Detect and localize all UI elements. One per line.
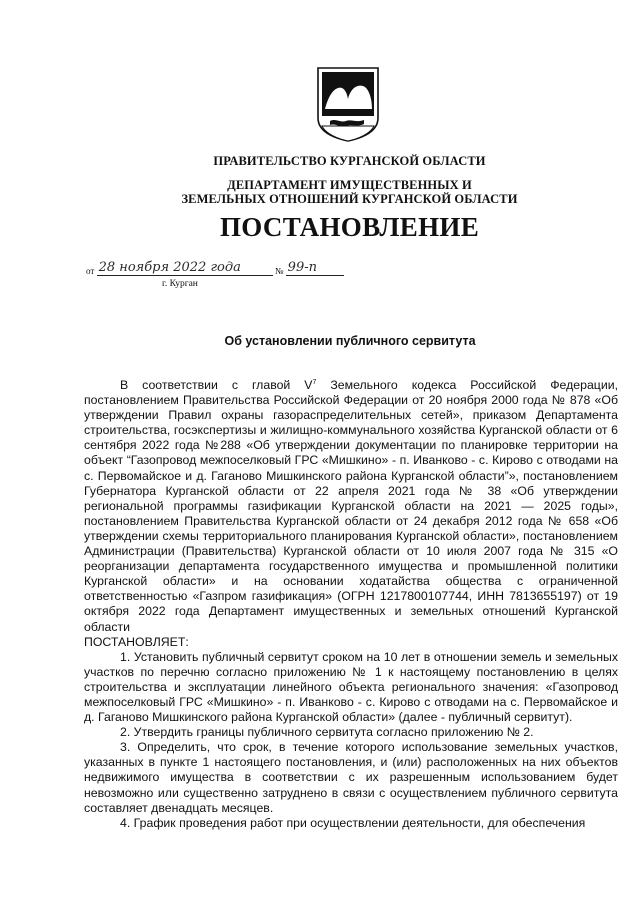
preamble-text-a: В соответствии с главой V [120, 378, 313, 392]
handwritten-date: 28 ноября 2022 года [97, 260, 273, 276]
government-name: ПРАВИТЕЛЬСТВО КУРГАНСКОЙ ОБЛАСТИ [213, 154, 486, 168]
preamble-paragraph [84, 378, 618, 635]
document-subject: Об установлении публичного сервитута [224, 334, 476, 348]
item-2-paragraph: 2. Утвердить границы публичного сервитута согласно приложению № 2. [120, 725, 534, 740]
item-3-paragraph: 3. Определить, что срок, в течение которого использование земельных участков, указанных в пункте 1 настоящего постановления, и (или) расположенных на них объектов недвижимого имущества в соответствии с их разрешенным использованием будет невозможно или существенно затруднено в связи с осуществлением публичного сервитута составляет двенадцать месяцев. [84, 740, 618, 815]
resolves-heading: ПОСТАНОВЛЯЕТ: [84, 634, 189, 649]
document-body [84, 378, 618, 831]
department-name-line2: ЗЕМЕЛЬНЫХ ОТНОШЕНИЙ КУРГАНСКОЙ ОБЛАСТИ [181, 192, 518, 206]
coat-of-arms-emblem [316, 66, 380, 142]
handwritten-number: 99-п [286, 260, 344, 276]
department-name-line1: ДЕПАРТАМЕНТ ИМУЩЕСТВЕННЫХ И [227, 178, 472, 192]
city: г. Курган [162, 279, 198, 289]
item-1-paragraph: 1. Установить публичный сервитут сроком на 10 лет в отношении земель и земельных участков по перечню согласно приложению № 1 к настоящему постановлению в целях строительства и эксплуатации линейного объекта регионального значения: «Газопровод межпоселковый ГРС «Мишкино» - п. Иванково - с. Кирово с отводами на с. Первомайское и д. Гаганово Мишкинского района Курганской области» (далее - публичный сервитут). [84, 649, 618, 725]
preamble-text-b: Земельного кодекса Российской Федерации, постановлением Правительства Российской Федерации от 20 ноября 2000 года № 878 «Об утверждении Правил охраны газораспределительных сетей», приказом Департамента строительства, госэкспертизы и жилищно-коммунального хозяйства Курганской области от 6 сентября 2022 года №288 «Об утверждении документации по планировке территории на объект “Газопровод межпоселковый ГРС «Мишкино» - п. Иванково - с. Кирово с отводами на с. Первомайское и д. Гаганово Мишкинского района Курганской области”», постановлением Губернатора Курганской области от 22 апреля 2021 года № 38 «Об утверждении региональной программы газификации Курганской области на 2021 — 2025 годы», постановлением Правительства Курганской области от 24 декабря 2012 года № 658 «Об утверждении схемы территориального планирования Курганской области», постановлением Администрации (Правительства) Курганской области от 10 июля 2007 года № 315 «О реорганизации департамента государственного имущества и промышленной политики Курганской области» и на основании ходатайства общества с ограниченной ответственностью «Газпром газификация» (ОГРН 1217800107744, ИНН 7813655197) от 19 октября 2022 года Департамент имущественных и земельных отношений Курганской области [84, 378, 618, 634]
item-4-paragraph: 4. График проведения работ при осуществлении деятельности, для обеспечения [120, 815, 586, 830]
date-prefix: от [86, 266, 95, 276]
number-prefix: № [274, 266, 284, 276]
chapter-superscript: 7 [312, 378, 317, 386]
date-number-line [86, 260, 344, 278]
document-type-title: ПОСТАНОВЛЕНИЕ [219, 212, 479, 242]
